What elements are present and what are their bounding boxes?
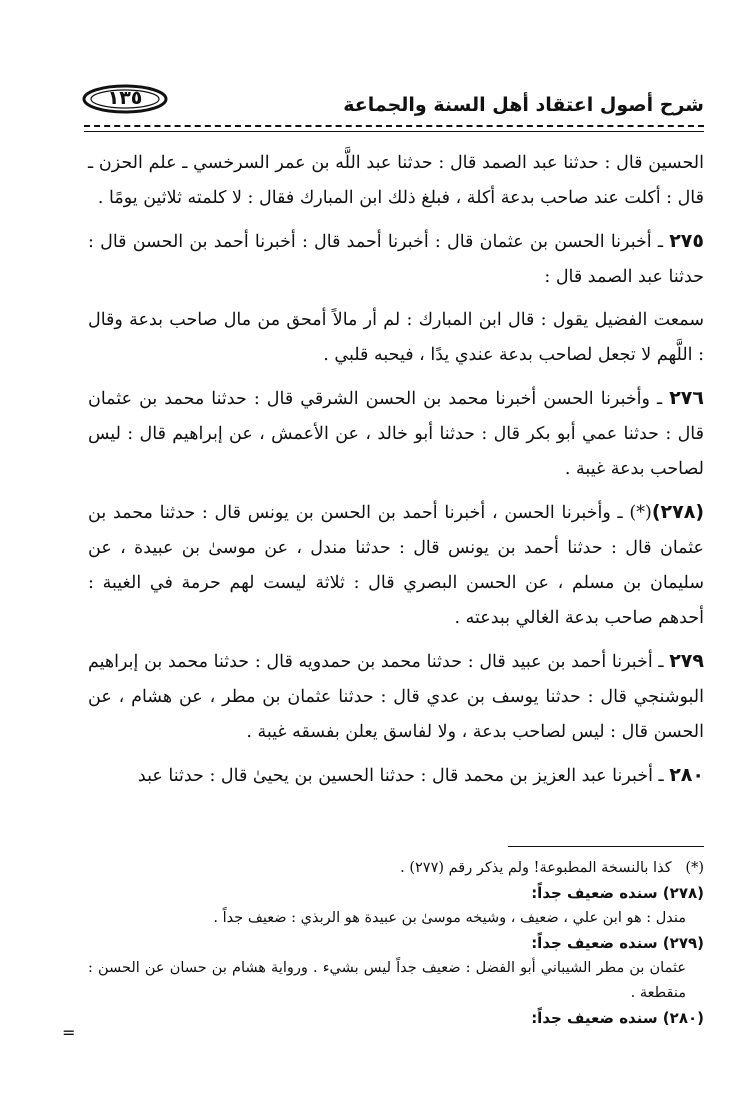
footnotes xyxy=(88,856,704,1031)
footnote-278-text: مندل : هو ابن علي ، ضعيف ، وشيخه موسىٰ بن عبيدة هو الربذي : ضعيف جداً . xyxy=(213,910,686,926)
paragraph-fudayl xyxy=(88,303,704,373)
footnote-280-heading: (٢٨٠) سنده ضعيف جداً: xyxy=(531,1009,704,1027)
continuation-mark: = xyxy=(62,1023,76,1042)
footnote-divider xyxy=(508,846,704,847)
paragraph-276 xyxy=(88,381,704,487)
footnote-279-text: عثمان بن مطر الشيباني أبو الفضل : ضعيف جداً ليس بشيء . ورواية هشام بن حسان عن الحسن : منقطعة . xyxy=(88,960,686,1001)
header-divider xyxy=(84,125,704,132)
paragraph-275 xyxy=(88,224,704,295)
footnote-278-heading: (٢٧٨) سنده ضعيف جداً: xyxy=(531,884,704,902)
footnote-star xyxy=(88,856,704,881)
paragraph-continuation xyxy=(88,146,704,216)
narration-number: ٢٧٦ xyxy=(669,387,704,409)
narration-number: ٢٧٥ xyxy=(669,230,704,252)
paragraph-text: ـ وأخبرنا الحسن أخبرنا محمد بن الحسن الشرقي قال : حدثنا محمد بن عثمان قال : حدثنا عمي أبو بكر قال : حدثنا أبو خالد ، عن الأعمش ، عن إبراهيم قال : ليس لصاحب بدعة غيبة . xyxy=(88,389,704,479)
paragraph-text: ـ أخبرنا عبد العزيز بن محمد قال : حدثنا الحسين بن يحيىٰ قال : حدثنا عبد xyxy=(137,766,670,786)
body-text xyxy=(88,146,704,802)
running-title: شرح أصول اعتقاد أهل السنة والجماعة xyxy=(343,94,704,116)
footnote-text: كذا بالنسخة المطبوعة! ولم يذكر رقم (٢٧٧) . xyxy=(400,860,672,876)
paragraph-text: ـ أخبرنا أحمد بن عبيد قال : حدثنا محمد بن حمدويه قال : حدثنا محمد بن إبراهيم البوشنجي قال : حدثنا يوسف بن عدي قال : حدثنا عثمان بن مطر ، عن هشام ، عن الحسن قال : ليس لصاحب بدعة ، ولا لفاسق يعلن بفسقه غيبة . xyxy=(88,652,704,742)
page-number-badge xyxy=(82,84,168,114)
paragraph-text: سمعت الفضيل يقول : قال ابن المبارك : لم أر مالاً أمحق من مال صاحب بدعة وقال : اللَّهم لا تجعل لصاحب بدعة عندي يدًا ، فيحبه قلبي . xyxy=(88,310,704,365)
narration-number: ٢٨٠ xyxy=(669,764,704,786)
footnote-marker: (*) xyxy=(685,860,704,876)
paragraph-text: ـ أخبرنا الحسن بن عثمان قال : أخبرنا أحمد قال : أخبرنا أحمد بن الحسن قال : حدثنا عبد الصمد قال : xyxy=(88,232,704,287)
footnote-279-heading: (٢٧٩) سنده ضعيف جداً: xyxy=(531,934,704,952)
page-number: ١٣٥ xyxy=(107,87,143,109)
paragraph-text: الحسين قال : حدثنا عبد الصمد قال : حدثنا عبد اللَّه بن عمر السرخسي ـ علم الحزن ـ قال : أكلت عند صاحب بدعة أكلة ، فبلغ ذلك ابن المبارك فقال : لا كلمته ثلاثين يومًا . xyxy=(88,153,704,208)
paragraph-279 xyxy=(88,644,704,750)
paragraph-278 xyxy=(88,495,704,636)
narration-number: (٢٧٨) xyxy=(651,501,704,523)
paragraph-text: (*) ـ وأخبرنا الحسن ، أخبرنا أحمد بن الحسن بن يونس قال : حدثنا محمد بن عثمان قال : حدثنا أحمد بن يونس قال : حدثنا مندل ، عن موسىٰ بن عبيدة ، عن سليمان بن مسلم ، عن الحسن البصري قال : ثلاثة ليست لهم حرمة في الغيبة : أحدهم صاحب بدعة الغالي ببدعته . xyxy=(88,503,704,628)
page-header xyxy=(82,78,704,122)
paragraph-280 xyxy=(88,758,704,794)
narration-number: ٢٧٩ xyxy=(669,650,704,672)
